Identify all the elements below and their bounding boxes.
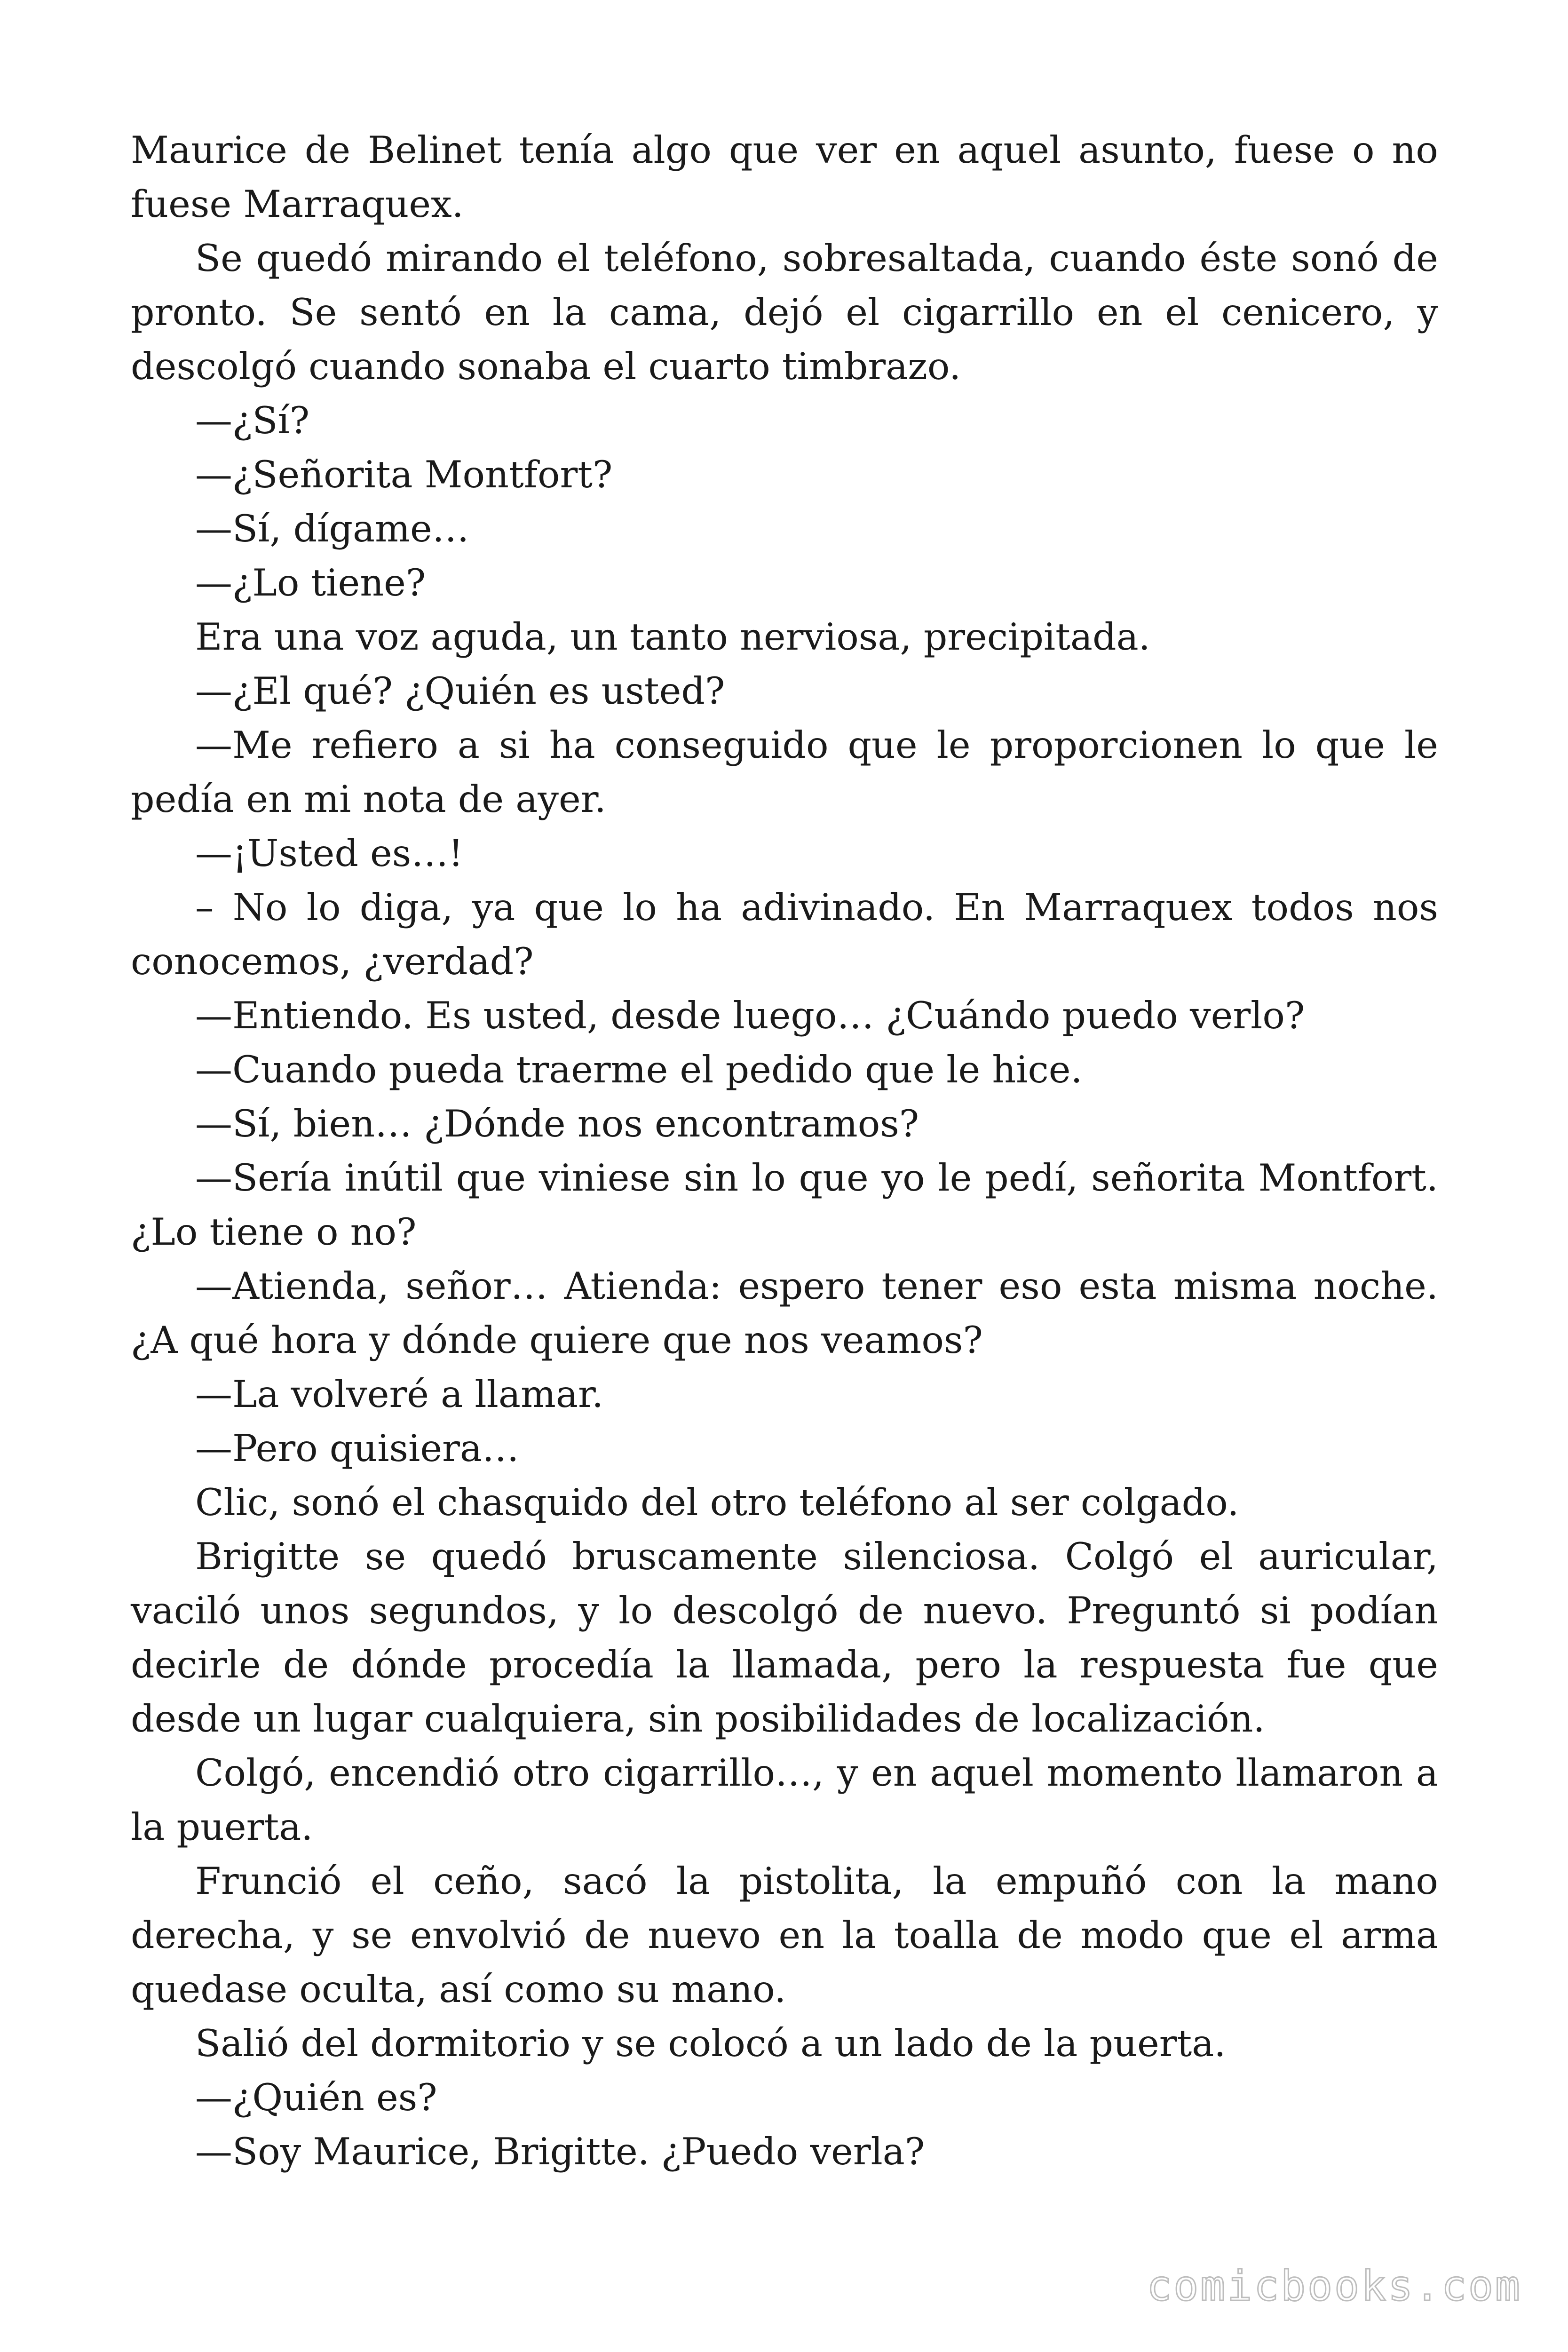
- dialogue-line: —¿Quién es?: [195, 2076, 437, 2119]
- paragraph: Frunció el ceño, sacó la pistolita, la empuñó con la mano derecha, y se envolvió de nuevo en la toalla de modo que el arma quedase oculta, así como su mano.: [131, 1859, 1438, 2011]
- dialogue-line: —Sí, dígame…: [195, 507, 469, 550]
- paragraph: Era una voz aguda, un tanto nerviosa, precipitada.: [195, 615, 1150, 659]
- body-text: [131, 123, 1438, 2179]
- dialogue-line: —La volveré a llamar.: [195, 1373, 604, 1416]
- dialogue-line: —Sí, bien… ¿Dónde nos encontramos?: [195, 1102, 919, 1145]
- dialogue-line: —¿El qué? ¿Quién es usted?: [195, 669, 725, 713]
- dialogue-line: —Me refiero a si ha conseguido que le proporcionen lo que le pedía en mi nota de ayer.: [131, 723, 1438, 821]
- dialogue-line: —¿Sí?: [195, 399, 310, 442]
- dialogue-line: —Cuando pueda traerme el pedido que le hice.: [195, 1048, 1083, 1091]
- dialogue-line: —Sería inútil que viniese sin lo que yo le pedí, señorita Montfort. ¿Lo tiene o no?: [131, 1156, 1438, 1254]
- paragraph: Salió del dormitorio y se colocó a un lado de la puerta.: [195, 2022, 1226, 2065]
- dialogue-line: – No lo diga, ya que lo ha adivinado. En Marraquex todos nos conocemos, ¿verdad?: [131, 886, 1438, 983]
- dialogue-line: —¿Señorita Montfort?: [195, 453, 613, 496]
- paragraph: Clic, sonó el chasquido del otro teléfono al ser colgado.: [195, 1481, 1239, 1524]
- watermark: comicbooks.com: [1147, 2262, 1522, 2310]
- paragraph: Colgó, encendió otro cigarrillo…, y en aquel momento llamaron a la puerta.: [131, 1751, 1438, 1849]
- dialogue-line: —¿Lo tiene?: [195, 561, 426, 604]
- dialogue-line: —Atienda, señor… Atienda: espero tener eso esta misma noche. ¿A qué hora y dónde quiere que nos veamos?: [131, 1264, 1438, 1362]
- paragraph: Maurice de Belinet tenía algo que ver en aquel asunto, fuese o no fuese Marraquex.: [131, 128, 1438, 226]
- dialogue-line: —Entiendo. Es usted, desde luego… ¿Cuándo puedo verlo?: [195, 994, 1305, 1037]
- paragraph: Se quedó mirando el teléfono, sobresaltada, cuando éste sonó de pronto. Se sentó en la cama, dejó el cigarrillo en el cenicero, y descolgó cuando sonaba el cuarto timbrazo.: [131, 237, 1438, 388]
- dialogue-line: —Pero quisiera…: [195, 1427, 519, 1470]
- paragraph: Brigitte se quedó bruscamente silenciosa. Colgó el auricular, vaciló unos segundos, y lo descolgó de nuevo. Preguntó si podían decirle de dónde procedía la llamada, pero la respuesta fue que desde un lugar cualquiera, sin posibilidades de localización.: [131, 1535, 1438, 1740]
- dialogue-line: —¡Usted es…!: [195, 832, 464, 875]
- dialogue-line: —Soy Maurice, Brigitte. ¿Puedo verla?: [195, 2130, 925, 2173]
